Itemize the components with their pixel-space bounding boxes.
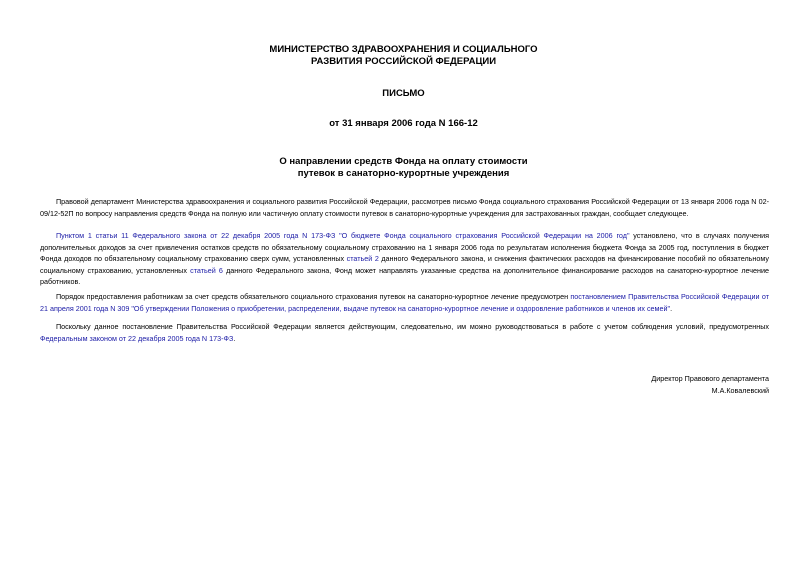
document-date-number: от 31 января 2006 года N 166-12 xyxy=(329,118,478,129)
government-resolution-309-link[interactable]: постановлением Правительства Российской Федерации от 21 апреля 2001 года N 309 "Об утверждении Положения о приобретении, распределении, выдаче путевок на санаторно-курортное лечение и оздоровление работников и членов их семей" xyxy=(40,292,769,313)
article-6-link[interactable]: статьей 6 xyxy=(190,265,223,275)
signature-name: М.А.Ковалевский xyxy=(711,386,769,395)
article-2-link[interactable]: статьей 2 xyxy=(346,254,379,264)
paragraph-4 xyxy=(40,321,769,344)
law-173-fz-article-11-link[interactable]: Пунктом 1 статьи 11 Федерального закона от 22 декабря 2005 года N 173-ФЗ "О бюджете Фонда социального страхования Российской Федерации на 2006 год" xyxy=(56,231,630,240)
paragraph-2-text-1: установлено, что в случаях получения дополнительных доходов за счет привлечения остатков средств по обязательному социальному страхованию на 1 января 2006 года по результатам исполнения бюджета Фонда за 2005 год, поступления в бюджет Фонда доходов по обязательному социальному страхованию сверх сумм, установленных xyxy=(40,231,769,264)
document-subject-line-2: путевок в санаторно-курортные учреждения xyxy=(297,168,510,179)
paragraph-4-text-1: Поскольку данное постановление Правительства Российской Федерации является действующим, следовательно, им можно руководствоваться в работе с учетом соблюдения условий, предусмотренных xyxy=(56,322,769,331)
paragraph-3 xyxy=(40,291,769,314)
paragraph-1-text: Правовой департамент Министерства здравоохранения и социального развития Российской Федерации, рассмотрев письмо Фонда социального страхования Российской Федерации от 13 января 2006 года N 02-09/12-52П по вопросу направления средств Фонда на полную или частичную оплату стоимости путевок в санаторно-курортные учреждения для застрахованных граждан, сообщает следующее. xyxy=(40,197,769,218)
paragraph-3-text-2: . xyxy=(670,303,673,313)
paragraph-4-text-2: . xyxy=(233,333,236,343)
federal-law-173-fz-link[interactable]: Федеральным законом от 22 декабря 2005 года N 173-ФЗ xyxy=(40,333,234,343)
paragraph-2 xyxy=(40,230,769,288)
paragraph-3-text-1: Порядок предоставления работникам за счет средств обязательного социального страхования путевок на санаторно-курортное лечение предусмотрен xyxy=(56,292,571,301)
signature-position: Директор Правового департамента xyxy=(651,374,769,383)
paragraph-2-text-3: данного Федерального закона, Фонд может направлять указанные средства на дополнительное финансирование расходов на санаторно-курортное лечение работников. xyxy=(40,265,770,287)
document-subject-line-1: О направлении средств Фонда на оплату стоимости xyxy=(279,156,528,167)
paragraph-1 xyxy=(40,196,769,219)
ministry-title-line-1: МИНИСТЕРСТВО ЗДРАВООХРАНЕНИЯ И СОЦИАЛЬНОГО xyxy=(269,44,538,55)
document-type: ПИСЬМО xyxy=(382,88,425,99)
paragraph-2-text-2: данного Федерального закона, и снижения фактических расходов на финансирование пособий по обязательному социальному страхованию, установленных xyxy=(40,254,769,275)
ministry-title-line-2: РАЗВИТИЯ РОССИЙСКОЙ ФЕДЕРАЦИИ xyxy=(310,56,497,67)
